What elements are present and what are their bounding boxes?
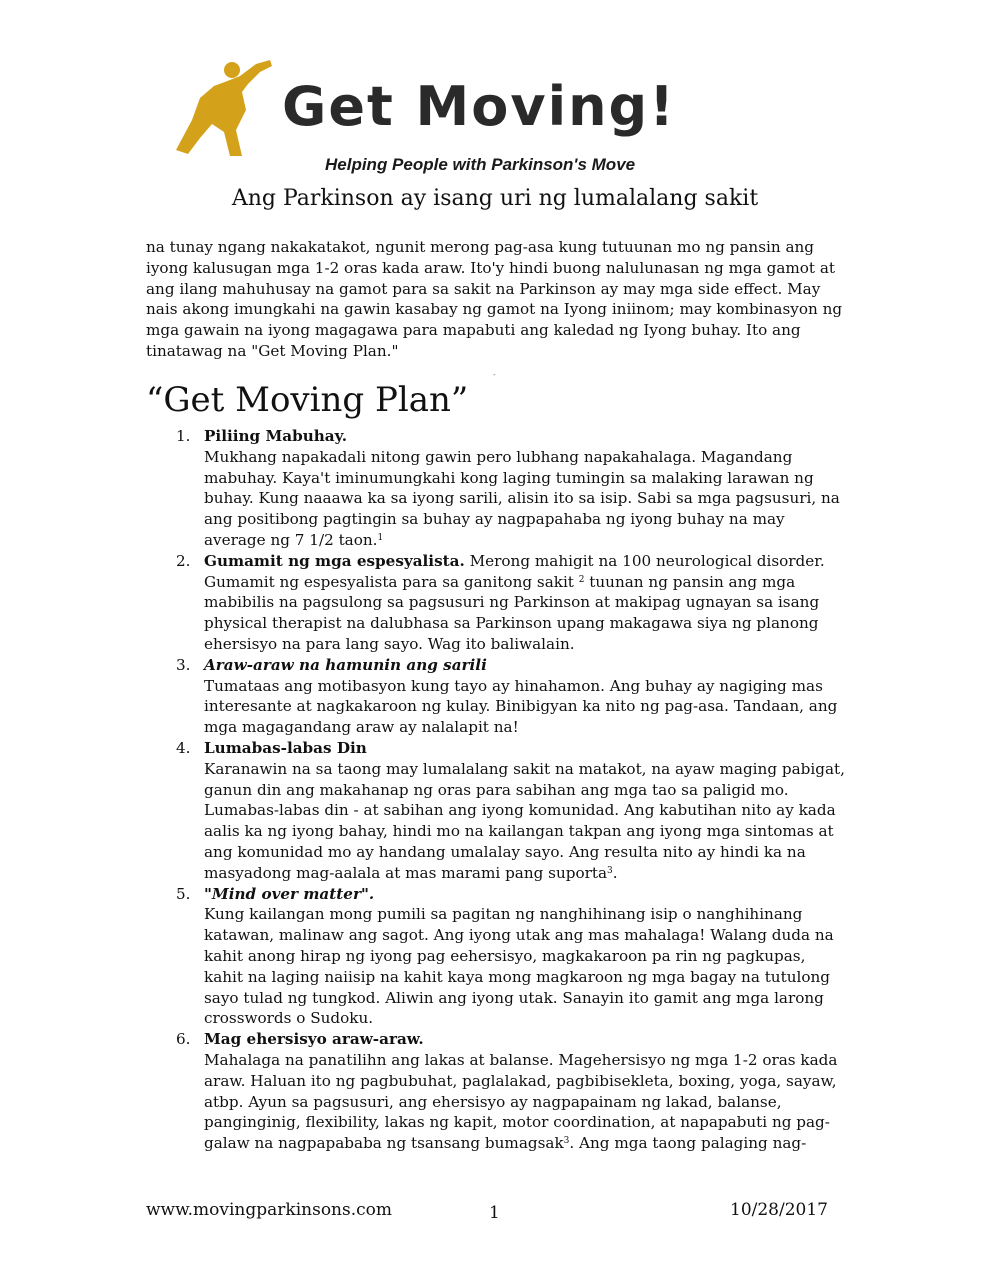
list-item bbox=[146, 884, 846, 1030]
footnote-ref: 3 bbox=[563, 1136, 570, 1147]
stretching-person-icon bbox=[170, 58, 280, 158]
item-heading: "Mind over matter". bbox=[204, 884, 375, 903]
item-heading: Mag ehersisyo araw-araw. bbox=[204, 1030, 424, 1049]
list-item bbox=[146, 551, 846, 655]
logo-tagline: Helping People with Parkinson's Move bbox=[325, 155, 636, 174]
get-moving-logo bbox=[170, 58, 690, 178]
item-heading: Lumabas-labas Din bbox=[204, 738, 367, 757]
plan-list bbox=[146, 426, 846, 1154]
item-number: 2. bbox=[176, 551, 191, 570]
footer-website: www.movingparkinsons.com bbox=[146, 1200, 393, 1220]
item-number: 5. bbox=[176, 884, 191, 903]
item-body: Kung kailangan mong pumili sa pagitan ng nanghihinang isip o nanghihinang katawan, malinaw ang sagot. Ang iyong utak ang mas mahalaga! Walang duda na kahit anong hirap ng iyong pag eehersisyo, magkakaroon pa rin ng pagkupas, kahit na laging naiisip na kahit kaya mong magkaroon ng mga bagay na tutulong sayo tulad ng tungkod. Aliwin ang iyong utak. Sanayin ito gamit ang mga larong crosswords o Sudoku. bbox=[204, 905, 834, 1028]
divider-mark: - bbox=[493, 370, 496, 379]
intro-paragraph: na tunay ngang nakakatakot, ngunit merong pag-asa kung tutuunan mo ng pansin ang iyong kalusugan mga 1-2 oras kada araw. Ito'y hindi buong nalulunasan ng mga gamot at ang ilang mahuhusay na gamot para sa sakit na Parkinson ay may mga side effect. May nais akong imungkahi na gawin kasabay ng gamot na Iyong iniinom; may kombinasyon ng mga gawain na iyong magagawa para mapabuti ang kaledad ng Iyong buhay. Ito ang tinatawag na "Get Moving Plan." bbox=[146, 238, 843, 360]
plan-heading: “Get Moving Plan” bbox=[146, 380, 469, 420]
item-heading: Araw-araw na hamunin ang sarili bbox=[204, 655, 487, 674]
item-body: Mukhang napakadali nitong gawin pero lubhang napakahalaga. Magandang mabuhay. Kaya't iminumungkahi kong laging tumingin sa malaking larawan ng buhay. Kung naaawa ka sa iyong sarili, alisin ito sa isip. Sabi sa mga pagsusuri, na ang positibong pagtingin sa buhay ay nagpapahaba ng iyong buhay na may average ng 7 1/2 taon. bbox=[204, 447, 840, 549]
item-heading: Piliing Mabuhay. bbox=[204, 427, 348, 445]
footnote-ref: 3 bbox=[607, 865, 613, 876]
list-item bbox=[146, 426, 846, 551]
footer-page-number: 1 bbox=[489, 1203, 500, 1223]
footnote-ref: 1 bbox=[377, 532, 384, 543]
item-body-tail: . bbox=[612, 863, 618, 882]
item-body-cont: . Ang mga taong palaging nag- bbox=[569, 1134, 807, 1153]
item-number: 1. bbox=[176, 427, 191, 445]
item-body: Mahalaga na panatilihn ang lakas at balanse. Magehersisyo ng mga 1-2 oras kada araw. Haluan ito ng pagbubuhat, paglalakad, pagbibisekleta, boxing, yoga, sayaw, atbp. Ayun sa pagsusuri, ang ehersisyo ay nagpapainam ng lakad, balanse, panginginig, flexibility, lakas ng kapit, motor coordination, at napapabuti ng pag-galaw na nagpapababa ng tsansang bumagsak bbox=[204, 1050, 838, 1153]
logo-wordmark: Get Moving! bbox=[282, 75, 676, 138]
item-body: Tumataas ang motibasyon kung tayo ay hinahamon. Ang buhay ay nagiging mas interesante at nagkakaroon ng kulay. Binibigyan ka nito ng pag-asa. Tandaan, ang mga magagandang araw ay nalalapit na! bbox=[204, 676, 838, 737]
item-number: 3. bbox=[176, 655, 191, 674]
footer-date: 10/28/2017 bbox=[730, 1200, 828, 1220]
item-body: Merong mahigit na 100 neurological disorder. Gumamit ng espesyalista para sa ganitong sakit bbox=[204, 551, 825, 591]
list-item bbox=[146, 738, 846, 884]
item-body: Karanawin na sa taong may lumalalang sakit na matakot, na ayaw maging pabigat, ganun din ang makahanap ng oras para sabihan ang mga tao sa paligid mo. Lumabas-labas din - at sabihan ang iyong komunidad. Ang kabutihan nito ay kada aalis ka ng iyong bahay, hindi mo na kailangan takpan ang iyong mga sintomas at ang komunidad mo ay handang umalalay sayo. Ang resulta nito ay hindi ka na masyadong mag-aalala at mas marami pang suporta bbox=[204, 759, 845, 882]
list-item bbox=[146, 1029, 846, 1154]
item-body-cont: tuunan ng pansin ang mga mabibilis na pagsulong sa pagsusuri ng Parkinson at makipag ugnayan sa isang physical therapist na dalubhasa sa Parkinson upang makagawa siya ng planong ehersisyo na para lang sayo. Wag ito baliwalain. bbox=[204, 572, 820, 653]
item-heading: Gumamit ng mga espesyalista. bbox=[204, 551, 465, 570]
item-number: 4. bbox=[176, 738, 191, 757]
page-subtitle: Ang Parkinson ay isang uri ng lumalalang sakit bbox=[231, 186, 759, 211]
footnote-ref: 2 bbox=[578, 574, 585, 585]
item-number: 6. bbox=[176, 1030, 191, 1049]
list-item bbox=[146, 655, 846, 738]
